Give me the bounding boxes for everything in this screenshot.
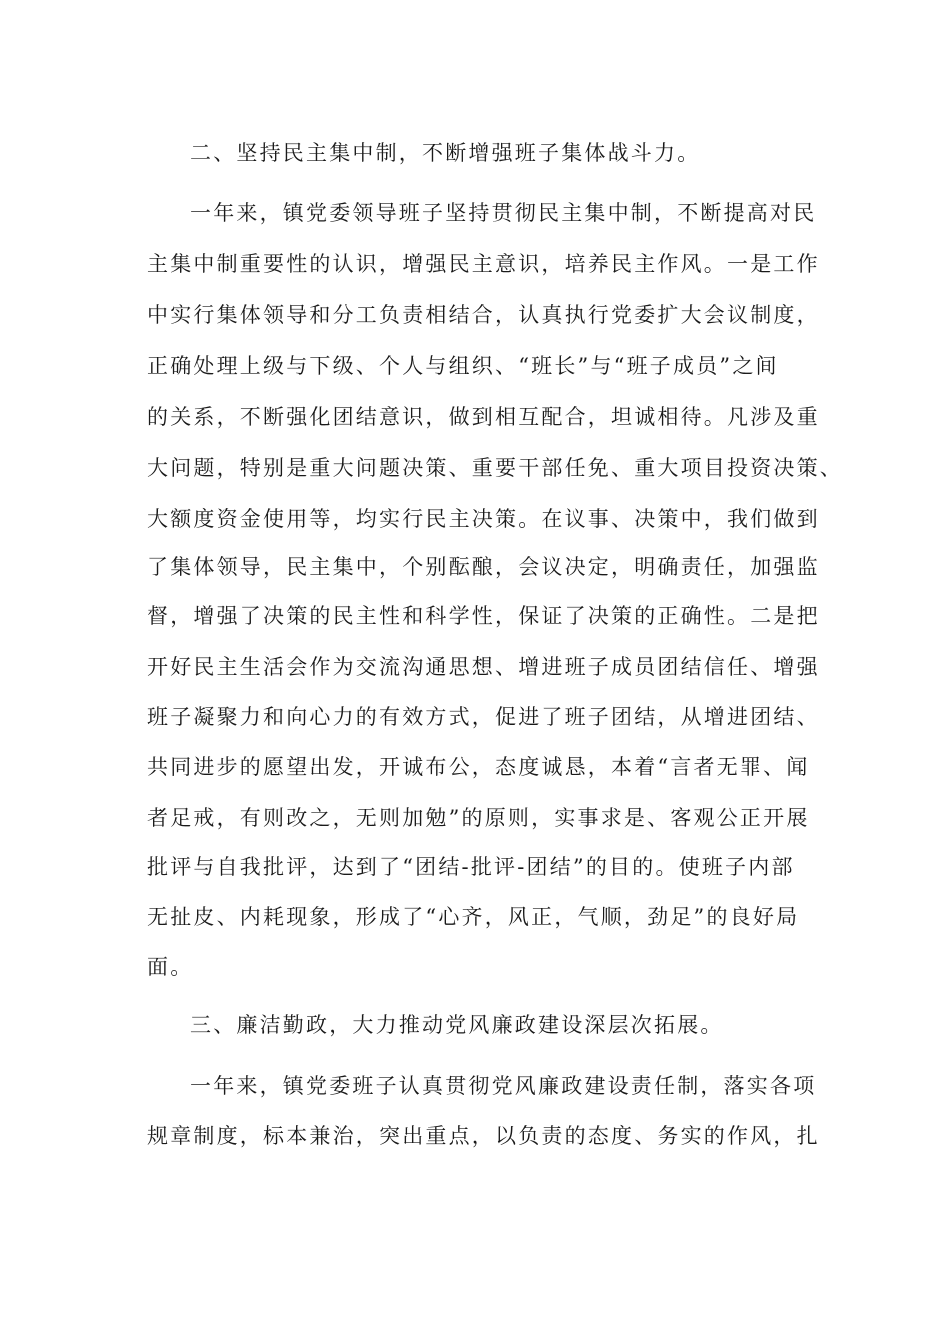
section-heading-3: 三、廉洁勤政，大力推动党风廉政建设深层次拓展。 bbox=[190, 1013, 724, 1037]
paragraph-line: 者足戒，有则改之，无则加勉”的原则，实事求是、客观公正开展 bbox=[147, 806, 810, 830]
paragraph-line: 无扯皮、内耗现象，形成了“心齐，风正，气顺，劲足”的良好局 bbox=[147, 905, 800, 929]
paragraph-line: 开好民主生活会作为交流沟通思想、增进班子成员团结信任、增强 bbox=[147, 655, 820, 679]
paragraph-line: 的关系，不断强化团结意识，做到相互配合，坦诚相待。凡涉及重 bbox=[147, 405, 820, 429]
paragraph-line: 面。 bbox=[147, 955, 194, 979]
paragraph-line: 一年来，镇党委班子认真贯彻党风廉政建设责任制，落实各项 bbox=[190, 1074, 817, 1098]
paragraph-line: 大额度资金使用等，均实行民主决策。在议事、决策中，我们做到 bbox=[147, 507, 820, 531]
paragraph-line: 规章制度，标本兼治，突出重点，以负责的态度、务实的作风，扎 bbox=[147, 1124, 820, 1148]
paragraph-line: 督，增强了决策的民主性和科学性，保证了决策的正确性。二是把 bbox=[147, 604, 820, 628]
paragraph-line: 主集中制重要性的认识，增强民主意识，培养民主作风。一是工作 bbox=[147, 252, 820, 276]
paragraph-line: 共同进步的愿望出发，开诚布公，态度诚恳，本着“言者无罪、闻 bbox=[147, 755, 810, 779]
paragraph-line: 批评与自我批评，达到了“团结-批评-团结”的目的。使班子内部 bbox=[147, 855, 795, 879]
paragraph-line: 了集体领导，民主集中，个别酝酿，会议决定，明确责任，加强监 bbox=[147, 555, 820, 579]
paragraph-line: 大问题，特别是重大问题决策、重要干部任免、重大项目投资决策、 bbox=[147, 456, 843, 480]
paragraph-line: 正确处理上级与下级、个人与组织、“班长”与“班子成员”之间 bbox=[147, 354, 779, 378]
paragraph-line: 中实行集体领导和分工负责相结合，认真执行党委扩大会议制度， bbox=[147, 303, 820, 327]
section-heading-2: 二、坚持民主集中制，不断增强班子集体战斗力。 bbox=[190, 141, 701, 165]
paragraph-line: 一年来，镇党委领导班子坚持贯彻民主集中制，不断提高对民 bbox=[190, 201, 817, 225]
paragraph-line: 班子凝聚力和向心力的有效方式，促进了班子团结，从增进团结、 bbox=[147, 705, 820, 729]
